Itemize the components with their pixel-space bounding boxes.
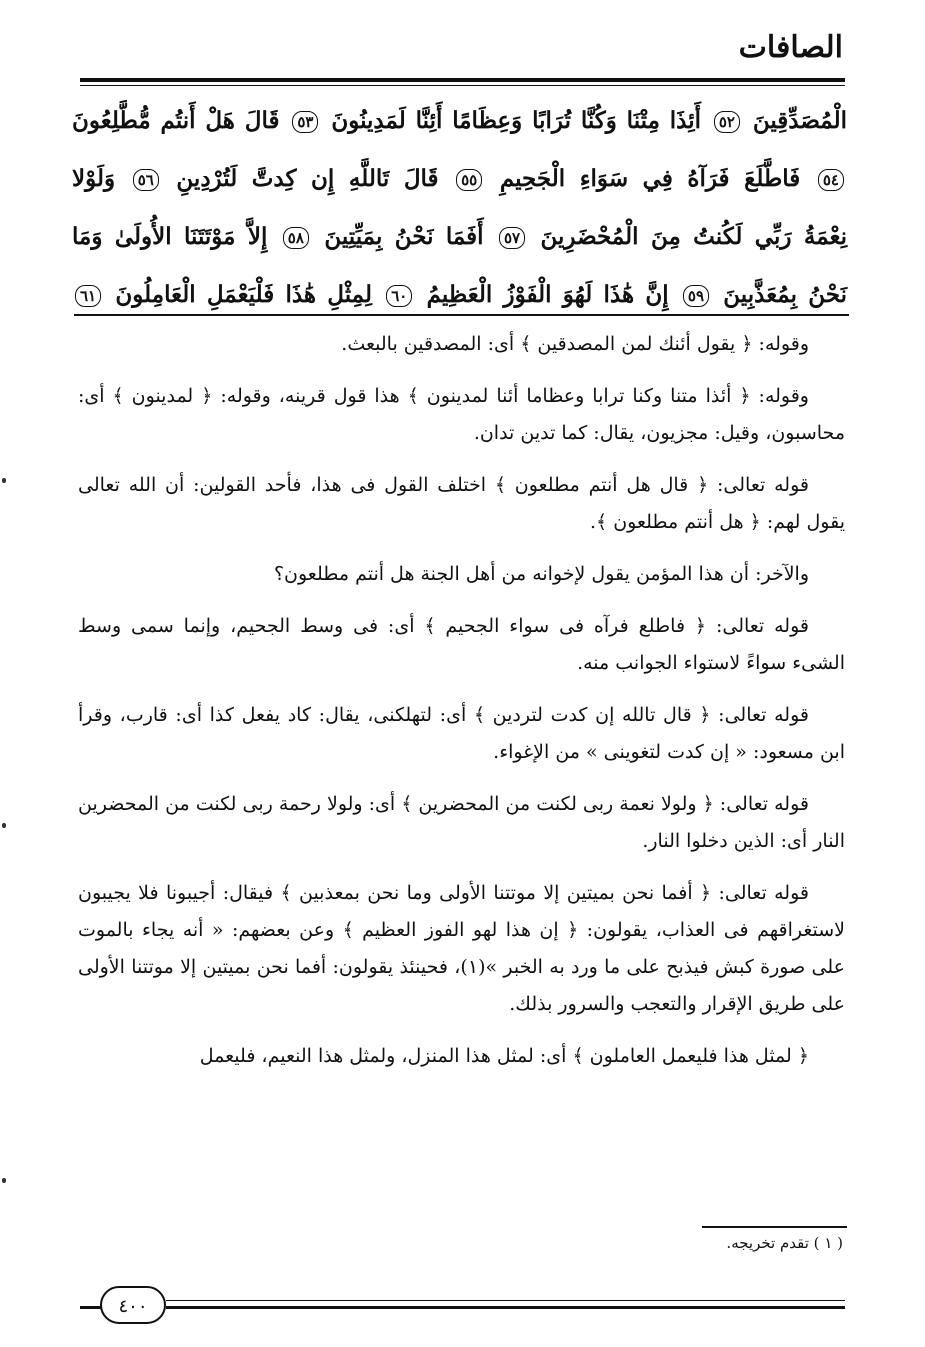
header-rule-thin — [80, 85, 845, 86]
footer-rule — [166, 1300, 845, 1301]
commentary-paragraph: قوله تعالى: ﴿ قال هل أنتم مطلعون ﴾ اختلف القول فى هذا، فأحد القولين: أن الله تعالى يقول لهم: ﴿ هل أنتم مطلعون ﴾. — [78, 474, 845, 533]
verse-number-mark: ٥٢ — [714, 111, 740, 133]
verse-text: الْمُصَدِّقِينَ — [752, 107, 847, 134]
verse-text: نِعْمَةُ رَبِّي لَكُنتُ مِنَ الْمُحْضَرِينَ — [540, 223, 847, 250]
page-number: ٤٠٠ — [100, 1286, 166, 1324]
verse-text: نَحْنُ بِمُعَذَّبِينَ — [723, 281, 848, 308]
verse-line — [72, 208, 847, 266]
verse-text: لِمِثْلِ هَٰذَا فَلْيَعْمَلِ الْعَامِلُونَ — [115, 281, 372, 308]
footer-rule-thick — [166, 1306, 845, 1309]
scan-edge-mark — [2, 478, 6, 483]
verse-line — [72, 150, 847, 208]
verse-number-mark: ٥٣ — [292, 111, 318, 133]
commentary-paragraph: ﴿ لمثل هذا فليعمل العاملون ﴾ أى: لمثل هذا المنزل، ولمثل هذا النعيم، فليعمل — [199, 1045, 809, 1067]
verse-text: قَالَ هَلْ أَنتُم مُّطَّلِعُونَ — [72, 107, 280, 134]
scan-edge-mark — [2, 1178, 6, 1183]
commentary-paragraph: قوله تعالى: ﴿ فاطلع فرآه فى سواء الجحيم ﴾ أى: فى وسط الجحيم، وإنما سمى وسط الشىء سواءً لاستواء الجوانب منه. — [78, 615, 845, 674]
verse-text: إِنَّ هَٰذَا لَهُوَ الْفَوْزُ الْعَظِيمُ — [426, 281, 669, 308]
verse-number-mark: ٥٨ — [283, 227, 309, 249]
verse-number-mark: ٥٥ — [456, 169, 482, 191]
footnote-rule — [702, 1226, 847, 1228]
commentary-paragraph: وقوله: ﴿ أئذا متنا وكنا ترابا وعظاما أئنا لمدينون ﴾ هذا قول قرينه، وقوله: ﴿ لمدينون ﴾ أى: محاسبون، وقيل: مجزيون، يقال: كما تدين تدان. — [78, 385, 845, 444]
surah-title: الصافات — [738, 30, 843, 65]
verse-number-mark: ٦٠ — [386, 285, 412, 307]
verse-text: إِلاَّ مَوْتَتَنَا الأُولَىٰ وَمَا — [72, 223, 268, 250]
verse-text: قَالَ تَاللَّهِ إِن كِدتَّ لَتُرْدِينِ — [176, 165, 439, 192]
commentary-paragraph: قوله تعالى: ﴿ قال تالله إن كدت لتردين ﴾ أى: لتهلكنى، يقال: كاد يفعل كذا أى: قارب، وقرأ ابن مسعود: « إن كدت لتغوينى » من الإغواء. — [78, 704, 845, 763]
verse-text: أَفَمَا نَحْنُ بِمَيِّتِينَ — [324, 223, 484, 250]
commentary-paragraph: قوله تعالى: ﴿ ولولا نعمة ربى لكنت من المحضرين ﴾ أى: ولولا رحمة ربى لكنت من المحضرين النار أى: الذين دخلوا النار. — [78, 793, 845, 852]
commentary-paragraph: قوله تعالى: ﴿ أفما نحن بميتين إلا موتتنا الأولى وما نحن بمعذبين ﴾ فيقال: أجيبونا فلا يجيبون لاستغراقهم فى العذاب، يقولون: ﴿ إن هذا لهو الفوز العظيم ﴾ وعن بعضهم: « أنه يجاء بالموت على صورة كبش فيذبح على ما ورد به الخبر »(١)، فحينئذ يقولون: أفما نحن بميتين إلا موتتنا الأولى على طريق الإقرار والتعجب والسرور بذلك. — [78, 882, 845, 1015]
footnote: ( ١ ) تقدم تخريجه. — [726, 1234, 843, 1252]
verse-line — [72, 92, 847, 150]
verse-text: وَلَوْلا — [72, 165, 116, 192]
commentary-paragraph: والآخر: أن هذا المؤمن يقول لإخوانه من أهل الجنة هل أنتم مطلعون؟ — [273, 563, 809, 585]
verse-number-mark: ٦١ — [75, 285, 101, 307]
verse-text: فَاطَّلَعَ فَرَآهُ فِي سَوَاءِ الْجَحِيمِ — [499, 165, 801, 192]
quran-verses-block — [72, 92, 847, 324]
verse-text: أَئِذَا مِتْنَا وَكُنَّا تُرَابًا وَعِظَامًا أَئِنَّا لَمَدِينُونَ — [331, 107, 701, 134]
scan-edge-mark — [2, 823, 6, 828]
commentary-block — [78, 326, 845, 1090]
verses-separator — [74, 314, 849, 316]
verse-number-mark: ٥٩ — [683, 285, 709, 307]
header-rule — [80, 78, 845, 82]
verse-number-mark: ٥٦ — [133, 169, 159, 191]
verse-number-mark: ٥٧ — [499, 227, 525, 249]
verse-number-mark: ٥٤ — [818, 169, 844, 191]
commentary-paragraph: وقوله: ﴿ يقول أئنك لمن المصدقين ﴾ أى: المصدقين بالبعث. — [341, 333, 809, 355]
